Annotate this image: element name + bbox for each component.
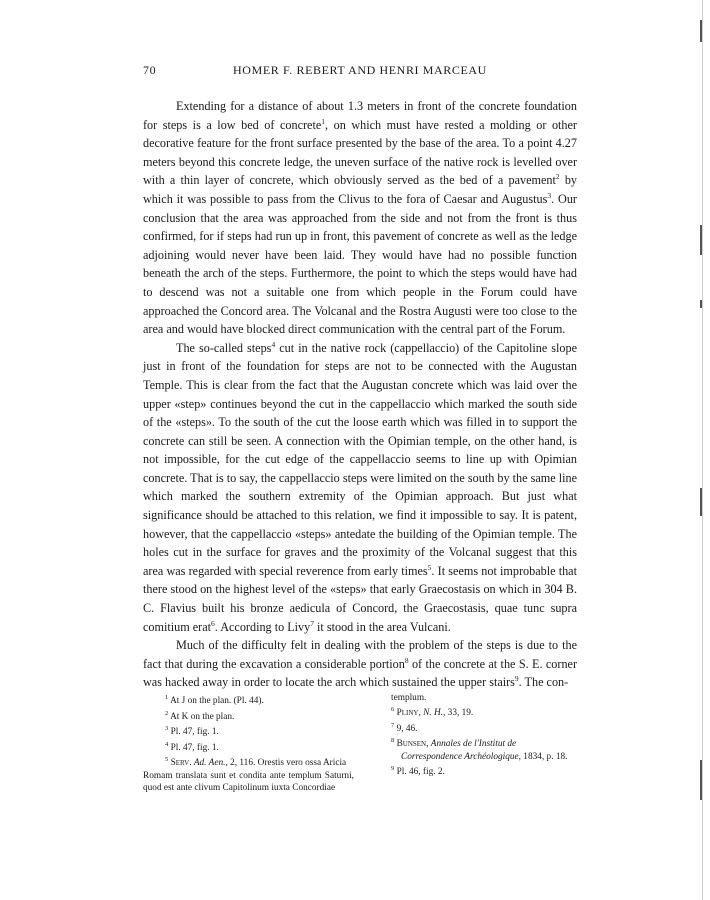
- footnote-reference: 6: [211, 618, 215, 628]
- footnote-number: 1: [165, 694, 169, 701]
- footnote: [143, 739, 354, 755]
- footnote-reference: 7: [310, 618, 314, 628]
- text-run: Much of the difficulty felt in dealing with the problem of the steps is due to the fact that during the excavation a considerable portion: [143, 638, 577, 671]
- footnote: [143, 692, 354, 708]
- footnote: [369, 720, 577, 736]
- footnote-number: 5: [165, 756, 169, 763]
- body-text: [143, 97, 577, 692]
- footnote-number: 9: [391, 765, 395, 773]
- footnote: [369, 735, 577, 763]
- text-run: , on which must have rested a molding or other decorative feature for the front surface presented by the base of the area. To a point 4.27 meters beyond this concrete ledge, the uneven surface of the native rock is levelled over with a thin layer of concrete, which obviously served as the bed of a pavement: [143, 117, 577, 188]
- footnote-text: Pl. 46, fig. 2.: [396, 767, 445, 778]
- edge-mark: [700, 760, 702, 800]
- text-run: The so-called steps: [176, 340, 272, 355]
- footnote-author: Bunsen,: [396, 739, 429, 750]
- footnote-text: At K on the plan.: [170, 711, 235, 722]
- text-run: of the concrete at the S. E. corner was hacked away in order to locate the arch which sustained the upper stairs: [143, 656, 578, 690]
- footnote: [143, 754, 354, 770]
- footnote: [369, 704, 577, 720]
- footnotes-left-column: [143, 692, 354, 794]
- footnote-text: , 2, 116. Orestis vero ossa Aricia: [225, 758, 347, 769]
- footnote-number: 6: [391, 706, 395, 714]
- text-run: Extending for a distance of about 1.3 meters in front of the concrete foundation for steps is a low bed of concrete: [143, 99, 577, 132]
- text-run: . According to Livy: [214, 619, 311, 634]
- footnote-title: Annales de l'Institut de Correspondence Archéologique: [401, 739, 519, 762]
- text-run: it stood in the area Vulcani.: [313, 619, 451, 634]
- footnote-text: , 33, 19.: [443, 708, 474, 719]
- footnotes: [143, 692, 577, 794]
- footnote-continuation: Romam translata sunt et condita ante templum Saturni, quod est ante clivum Capitolinum iuxta Concordiae: [143, 770, 354, 793]
- footnote-number: 7: [391, 721, 395, 729]
- footnote-number: 8: [391, 737, 395, 745]
- body-paragraph: [143, 97, 577, 339]
- page-header: [143, 63, 577, 83]
- footnote-reference: 9: [514, 674, 519, 684]
- footnote-number: 2: [165, 709, 169, 717]
- footnote-reference: 3: [547, 190, 552, 200]
- footnote-reference: 4: [271, 339, 276, 349]
- footnote: [369, 763, 577, 779]
- text-run: . The con-: [518, 675, 569, 690]
- footnote-text: Pl. 47, fig. 1.: [170, 742, 219, 753]
- page-edge-line: [702, 0, 703, 900]
- text-run: cut in the native rock (cappellaccio) of the Capitoline slope just in front of the foundation for steps are not to be connected with the Augustan Temple. This is clear from the fact that the Augustan concrete which was laid over the upper «step» continues beyond the cut in the cappellaccio which marked the south side of the «steps». To the south of the cut the loose earth which was filled in to support the concrete can still be seen. A connection with the Opimian temple, on the other hand, is not impossible, for the cut edge of the cappellaccio seems to line up with Opimian concrete. That is to say, the cappellaccio steps were limited on the south by the same line which marked the southern extremity of the Opimian approach. But just what significance should be attached to this relation, we find it impossible to say. It is patent, however, that the cappellaccio «steps» antedate the building of the Opimian temple. The holes cut in the surface for graves and the proximity of the Volcanal suggest that this area was regarded with special reverence from early times: [143, 340, 578, 578]
- footnote-continuation: templum.: [391, 693, 427, 703]
- edge-mark: [700, 488, 702, 516]
- text-run: . Our conclusion that the area was approached from the side and not from the front is thus confirmed, for if steps had run up in front, this pavement of concrete as well as the ledge adjoining would never have been laid. They would have had no possible function beneath the arch of the steps. Furthermore, the point to which the steps would have had to descend was not a suitable one from which people in the Forum could have approached the Concord area. The Volcanal and the Rostra Augusti were too close to the area and would have blocked direct communication with the central part of the Forum.: [143, 191, 577, 337]
- footnote-number: 3: [165, 725, 169, 732]
- page-number: 70: [143, 63, 157, 77]
- footnote: [143, 708, 354, 724]
- footnote-reference: 8: [404, 655, 409, 665]
- footnote: [143, 723, 354, 739]
- footnote-text: At J on the plan. (Pl. 44).: [170, 696, 264, 707]
- footnote-text: Pl. 47, fig. 1.: [170, 727, 219, 738]
- running-head: HOMER F. REBERT AND HENRI MARCEAU: [233, 63, 487, 77]
- footnote-title: Ad. Aen.: [193, 758, 226, 769]
- footnote-author: Pliny,: [396, 708, 421, 719]
- footnote-author: Serv.: [170, 758, 192, 769]
- footnote-text: , 1834, p. 18.: [518, 751, 568, 762]
- text-run: by which it was possible to pass from the Clivus to the fora of Caesar and Augustus: [143, 173, 578, 206]
- body-paragraph: [143, 636, 577, 692]
- text-run: . It seems not improbable that there stood on the highest level of the «steps» that early Graecostasis on which in 304 B. C. Flavius built his bronze aedicula of Concord, the Graecostasis, quae tunc supra comitium erat: [143, 563, 577, 634]
- footnote-number: 4: [165, 740, 169, 748]
- edge-mark: [700, 225, 702, 255]
- footnotes-right-column: [369, 692, 577, 794]
- body-paragraph: [143, 339, 577, 637]
- footnote-text: 9, 46.: [396, 724, 418, 734]
- footnote-reference: 1: [321, 116, 326, 126]
- footnote-reference: 2: [555, 172, 560, 182]
- edge-mark: [700, 20, 702, 42]
- edge-mark: [700, 300, 702, 308]
- footnote-reference: 5: [427, 562, 432, 572]
- footnote-title: N. H.: [423, 708, 444, 719]
